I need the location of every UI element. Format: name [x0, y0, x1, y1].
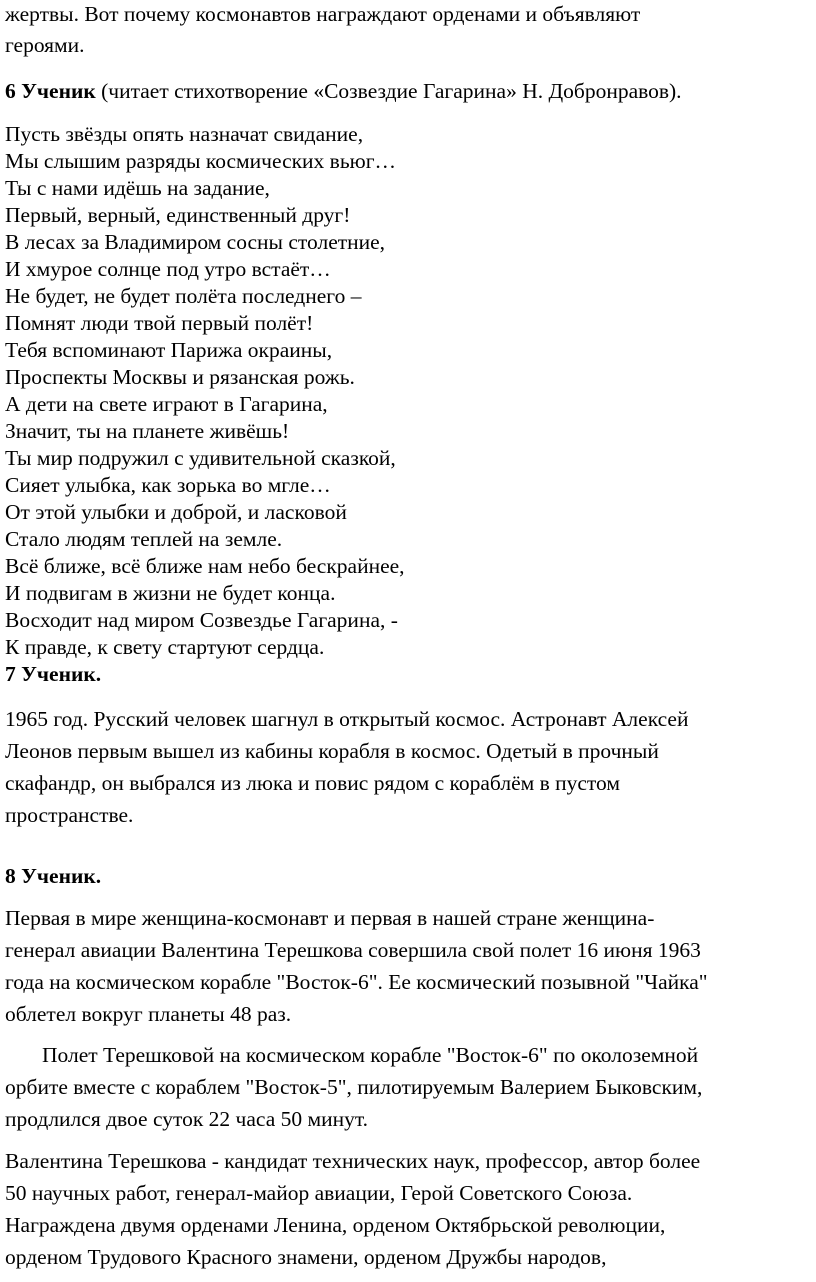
student6-heading: [5, 76, 682, 106]
paragraph-line: облетел вокруг планеты 48 раз.: [5, 1002, 292, 1026]
paragraph-line: Полет Терешковой на космическом корабле "Восток-6" по околоземной: [42, 1043, 699, 1067]
poem-line: Первый, верный, единственный друг!: [5, 203, 351, 227]
paragraph-line: года на космическом корабле "Восток-6". Ее космический позывной "Чайка": [5, 970, 708, 994]
poem-line: Пусть звёзды опять назначат свидание,: [5, 122, 364, 146]
paragraph-line: Награждена двумя орденами Ленина, орденом Октябрьской революции,: [5, 1213, 666, 1237]
paragraph-line: 1965 год. Русский человек шагнул в открытый космос. Астронавт Алексей: [5, 707, 689, 731]
poem-line: Всё ближе, всё ближе нам небо бескрайнее,: [5, 554, 405, 578]
poem-line: Не будет, не будет полёта последнего –: [5, 284, 362, 308]
paragraph-line: генерал авиации Валентина Терешкова совершила свой полет 16 июня 1963: [5, 938, 701, 962]
poem-line: От этой улыбки и доброй, и ласковой: [5, 500, 347, 524]
paragraph-line: скафандр, он выбрался из люка и повис рядом с кораблём в пустом: [5, 771, 620, 795]
paragraph-line: 50 научных работ, генерал-майор авиации, Герой Советского Союза.: [5, 1181, 633, 1205]
poem-line: Стало людям теплей на земле.: [5, 527, 283, 551]
paragraph-line: продлился двое суток 22 часа 50 минут.: [5, 1107, 369, 1131]
poem-line: И хмурое солнце под утро встаёт…: [5, 257, 331, 281]
paragraph-line: орбите вместе с кораблем "Восток-5", пилотируемым Валерием Быковским,: [5, 1075, 703, 1099]
poem-line: К правде, к свету стартуют сердца.: [5, 635, 325, 659]
intro-line-2: героями.: [5, 33, 85, 57]
intro-line-1: жертвы. Вот почему космонавтов награждают орденами и объявляют: [5, 2, 641, 26]
poem-line: А дети на свете играют в Гагарина,: [5, 392, 328, 416]
poem-line: Восходит над миром Созвездье Гагарина, -: [5, 608, 398, 632]
poem-line: Тебя вспоминают Парижа окраины,: [5, 338, 333, 362]
student7-heading: 7 Ученик.: [5, 662, 102, 686]
poem-line: Помнят люди твой первый полёт!: [5, 311, 314, 335]
student8-heading: 8 Ученик.: [5, 864, 102, 888]
paragraph-line: Валентина Терешкова - кандидат технических наук, профессор, автор более: [5, 1149, 701, 1173]
poem-line: Проспекты Москвы и рязанская рожь.: [5, 365, 355, 389]
paragraph-line: Первая в мире женщина-космонавт и первая в нашей стране женщина-: [5, 906, 655, 930]
paragraph-line: пространстве.: [5, 803, 134, 827]
poem-line: И подвигам в жизни не будет конца.: [5, 581, 336, 605]
poem-line: Сияет улыбка, как зорька во мгле…: [5, 473, 331, 497]
poem-line: В лесах за Владимиром сосны столетние,: [5, 230, 386, 254]
poem-line: Значит, ты на планете живёшь!: [5, 419, 290, 443]
poem-line: Ты с нами идёшь на задание,: [5, 176, 270, 200]
poem-line: Ты мир подружил с удивительной сказкой,: [5, 446, 396, 470]
poem-line: Мы слышим разряды космических вьюг…: [5, 149, 397, 173]
student6-note: (читает стихотворение «Созвездие Гагарина» Н. Добронравов).: [95, 79, 682, 103]
paragraph-line: орденом Трудового Красного знамени, орденом Дружбы народов,: [5, 1245, 607, 1269]
paragraph-line: Леонов первым вышел из кабины корабля в космос. Одетый в прочный: [5, 739, 659, 763]
student6-label: 6 Ученик: [5, 79, 96, 103]
